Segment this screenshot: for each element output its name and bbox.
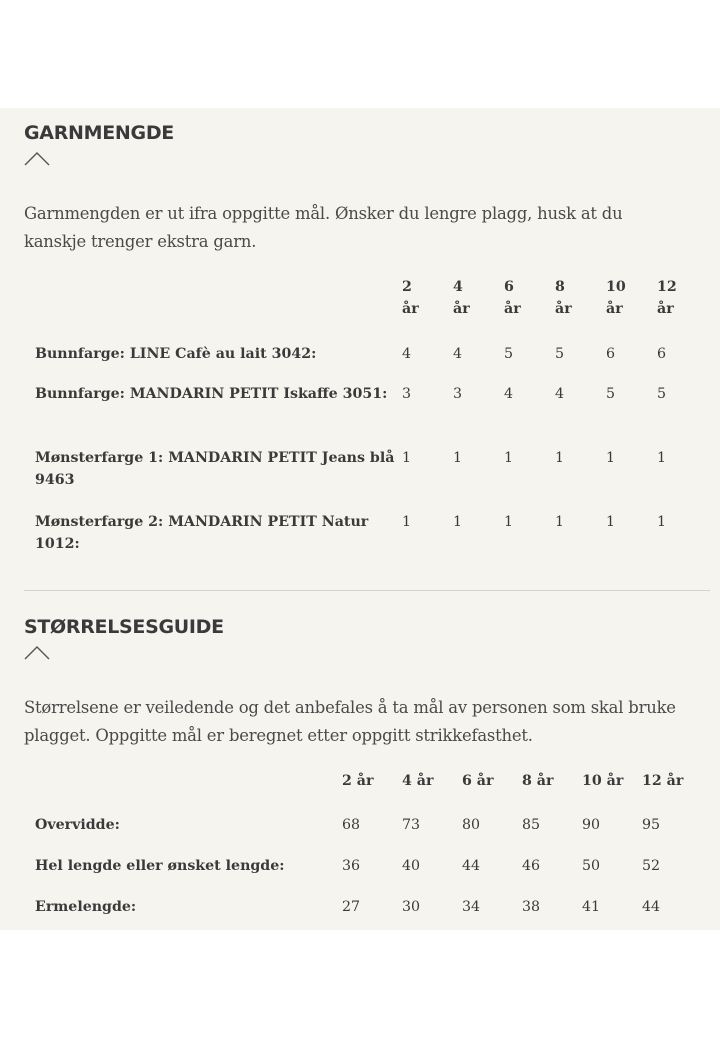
size-header: [606, 276, 657, 338]
measurement-value: 90: [582, 817, 601, 833]
yarn-quantity: 1: [402, 514, 412, 530]
measurement-value: 38: [522, 899, 541, 915]
measurement-value: 44: [642, 899, 661, 915]
yarn-quantity: 1: [504, 514, 514, 530]
empty-header-cell: [35, 276, 402, 338]
yarn-quantity: 1: [606, 450, 616, 466]
measurement-value: 50: [582, 858, 601, 874]
garnmengde-intro: Garnmengden er ut ifra oppgitte mål. Ønsker du lengre plagg, husk at du kanskje trenger ekstra garn.: [24, 204, 623, 251]
size-header: 12 år: [642, 773, 684, 789]
size-number: 10: [606, 279, 626, 295]
garnmengde-table: [35, 276, 687, 556]
size-header: [402, 276, 453, 338]
size-header: 6 år: [462, 773, 494, 789]
measurement-value: 46: [522, 858, 541, 874]
yarn-quantity: 1: [402, 450, 412, 466]
yarn-quantity: 1: [453, 450, 463, 466]
yarn-quantity: 1: [453, 514, 463, 530]
yarn-quantity: 5: [606, 386, 616, 402]
yarn-label: Mønsterfarge 2: MANDARIN PETIT Natur 1012:: [35, 514, 369, 552]
size-number: 2: [402, 279, 412, 295]
size-unit: år: [453, 301, 470, 317]
yarn-quantity: 1: [504, 450, 514, 466]
size-header: 2 år: [342, 773, 374, 789]
size-unit: år: [657, 301, 674, 317]
size-number: 6: [504, 279, 514, 295]
measurement-value: 41: [582, 899, 601, 915]
size-number: 8: [555, 279, 565, 295]
yarn-quantity: 6: [606, 346, 616, 362]
yarn-quantity: 5: [657, 386, 667, 402]
yarn-quantity: 1: [657, 450, 667, 466]
measurement-value: 85: [522, 817, 541, 833]
size-unit: år: [504, 301, 521, 317]
chevron-up-icon[interactable]: [24, 150, 50, 166]
yarn-quantity: 4: [555, 386, 565, 402]
table-row: [35, 814, 692, 855]
yarn-quantity: 4: [402, 346, 412, 362]
size-unit: år: [402, 301, 419, 317]
yarn-quantity: 1: [657, 514, 667, 530]
yarn-quantity: 5: [555, 346, 565, 362]
size-header: 8 år: [522, 773, 554, 789]
table-row: [35, 896, 692, 937]
measurement-value: 95: [642, 817, 661, 833]
yarn-quantity: 1: [555, 450, 565, 466]
yarn-label: Mønsterfarge 1: MANDARIN PETIT Jeans blå 9463: [35, 450, 395, 488]
measurement-value: 68: [342, 817, 361, 833]
yarn-label: Bunnfarge: MANDARIN PETIT Iskaffe 3051:: [35, 386, 388, 402]
measurement-value: 52: [642, 858, 661, 874]
size-number: 4: [453, 279, 463, 295]
yarn-quantity: 1: [555, 514, 565, 530]
size-header: 10 år: [582, 773, 624, 789]
size-guide-table: [35, 770, 692, 937]
table-row: [35, 855, 692, 896]
measurement-value: 40: [402, 858, 421, 874]
storrelsesguide-heading[interactable]: STØRRELSESGUIDE: [24, 616, 224, 638]
table-row: [35, 442, 687, 506]
measurement-value: 30: [402, 899, 421, 915]
chevron-up-icon[interactable]: [24, 644, 50, 660]
table-header-row: [35, 276, 687, 338]
size-header: [504, 276, 555, 338]
measurement-value: 44: [462, 858, 481, 874]
measurement-value: 36: [342, 858, 361, 874]
table-row: [35, 378, 687, 442]
size-header: [453, 276, 504, 338]
measurement-value: 34: [462, 899, 481, 915]
yarn-quantity: 3: [402, 386, 412, 402]
product-info-panel: [0, 108, 720, 930]
measurement-label: Overvidde:: [35, 817, 120, 833]
yarn-quantity: 3: [453, 386, 463, 402]
garnmengde-heading[interactable]: GARNMENGDE: [24, 122, 174, 144]
size-header: [555, 276, 606, 338]
size-unit: år: [555, 301, 572, 317]
yarn-quantity: 1: [606, 514, 616, 530]
yarn-quantity: 4: [504, 386, 514, 402]
empty-header-cell: [35, 770, 342, 814]
size-unit: år: [606, 301, 623, 317]
measurement-label: Ermelengde:: [35, 899, 137, 915]
table-row: [35, 338, 687, 378]
table-header-row: [35, 770, 692, 814]
size-header: 4 år: [402, 773, 434, 789]
yarn-quantity: 4: [453, 346, 463, 362]
measurement-value: 73: [402, 817, 421, 833]
table-row: [35, 506, 687, 556]
storrelsesguide-intro: Størrelsene er veiledende og det anbefales å ta mål av personen som skal bruke plagget. Oppgitte mål er beregnet etter oppgitt strikkefasthet.: [24, 698, 676, 745]
yarn-label: Bunnfarge: LINE Cafè au lait 3042:: [35, 346, 317, 362]
size-header: [657, 276, 687, 338]
yarn-quantity: 6: [657, 346, 667, 362]
measurement-label: Hel lengde eller ønsket lengde:: [35, 858, 285, 874]
section-divider: [24, 590, 710, 591]
measurement-value: 80: [462, 817, 481, 833]
yarn-quantity: 5: [504, 346, 514, 362]
measurement-value: 27: [342, 899, 361, 915]
size-number: 12: [657, 279, 677, 295]
